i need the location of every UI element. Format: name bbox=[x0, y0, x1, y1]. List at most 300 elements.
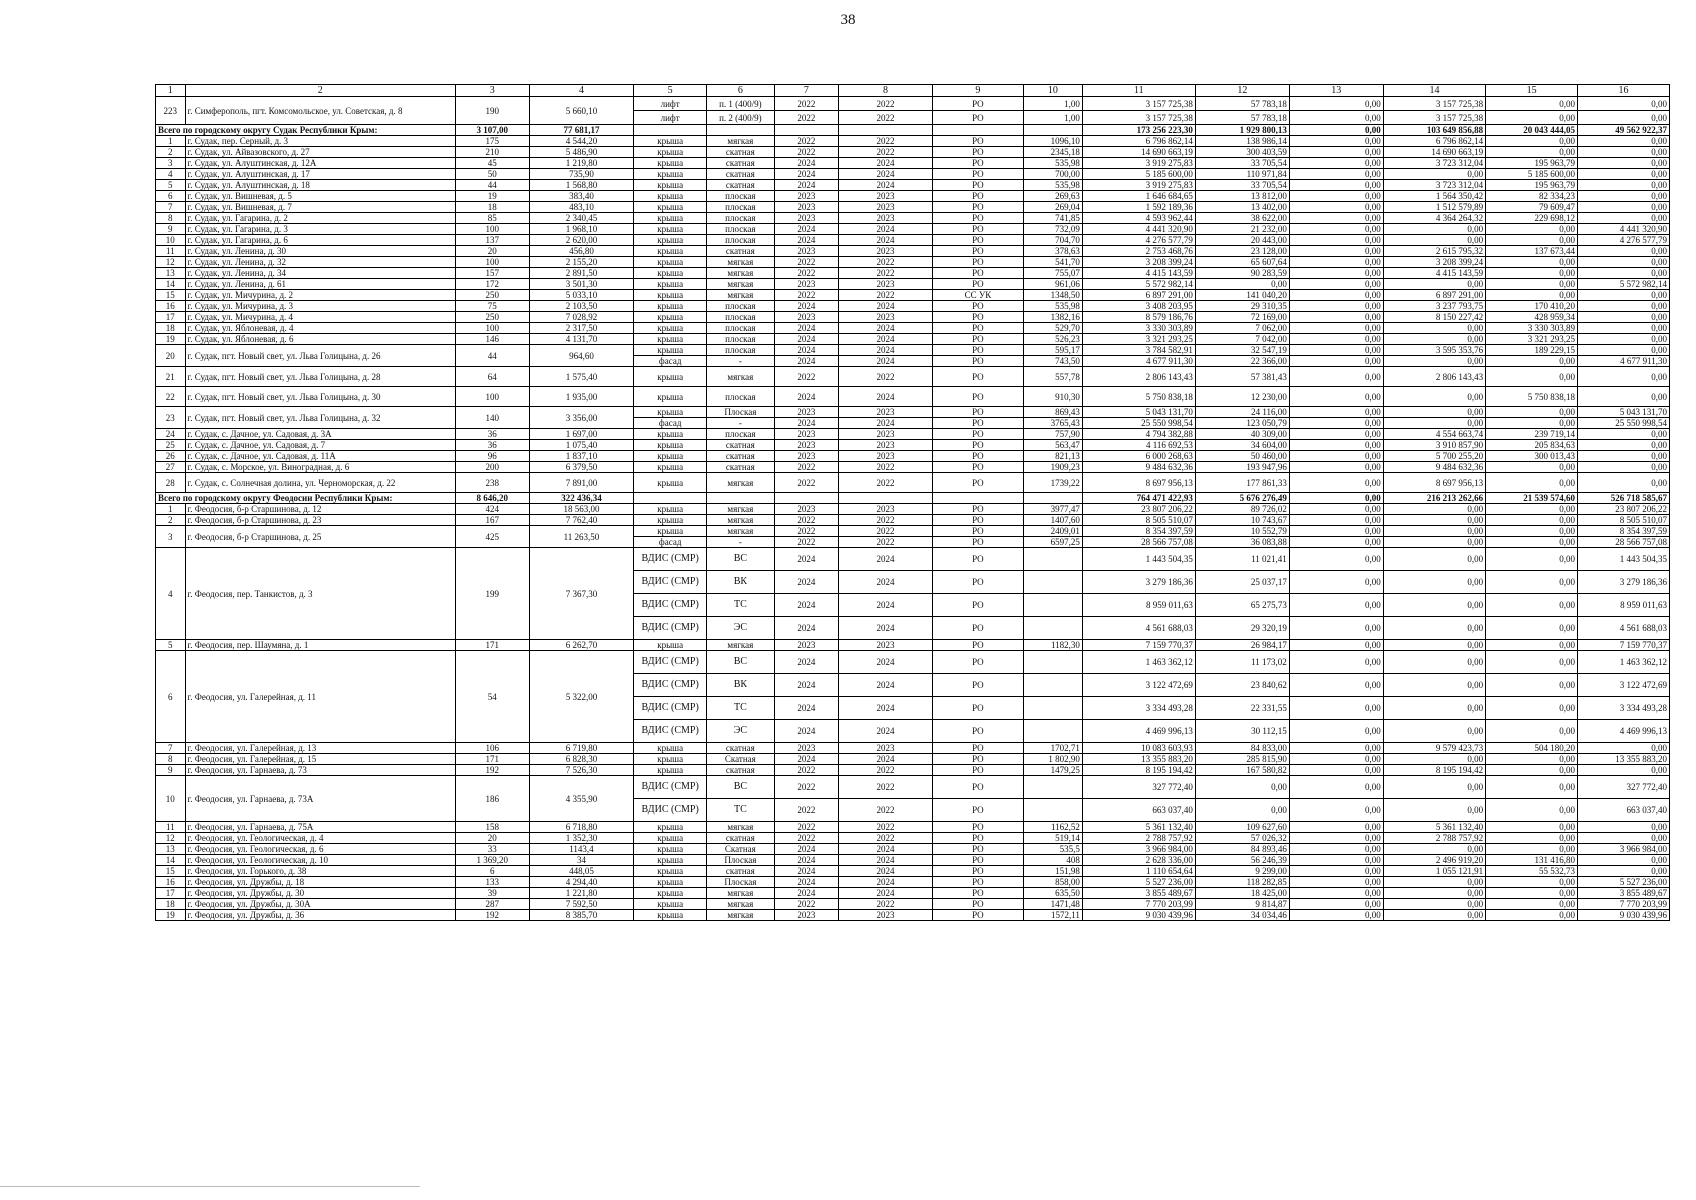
year-end: 2024 bbox=[839, 180, 933, 191]
work-type: ВДИС (СМР) bbox=[634, 548, 707, 571]
table-row bbox=[156, 473, 1670, 493]
fund-owners: 28 566 757,08 bbox=[1578, 537, 1670, 548]
work-volume: 535,98 bbox=[1023, 158, 1082, 169]
work-volume: 529,70 bbox=[1023, 323, 1082, 334]
fund-republic: 0,00 bbox=[1383, 640, 1485, 651]
year-start: 2024 bbox=[774, 301, 838, 312]
work-type: крыша bbox=[634, 290, 707, 301]
total-cost: 764 471 422,93 bbox=[1082, 493, 1195, 504]
work-subtype: ЭС bbox=[707, 720, 775, 743]
apartments-count: 424 bbox=[455, 504, 529, 515]
work-subtype: ЭС bbox=[707, 617, 775, 640]
fund-federal: 0,00 bbox=[1289, 268, 1383, 279]
apartments-count: 167 bbox=[455, 515, 529, 526]
table-row bbox=[156, 97, 1670, 111]
fund-owners: 0,00 bbox=[1578, 257, 1670, 268]
table-row bbox=[156, 323, 1670, 334]
work-volume: 535,98 bbox=[1023, 301, 1082, 312]
table-row bbox=[156, 147, 1670, 158]
row-number: 6 bbox=[156, 191, 186, 202]
cost-oversight: 57 381,43 bbox=[1195, 367, 1289, 387]
cost-oversight: 9 299,00 bbox=[1195, 866, 1289, 877]
work-type: крыша bbox=[634, 147, 707, 158]
building-area: 7 592,50 bbox=[529, 899, 634, 910]
cost-oversight: 56 246,39 bbox=[1195, 855, 1289, 866]
building-area: 6 262,70 bbox=[529, 640, 634, 651]
fund-owners: 0,00 bbox=[1578, 202, 1670, 213]
cost-oversight: 11 173,02 bbox=[1195, 651, 1289, 674]
fund-federal: 0,00 bbox=[1289, 548, 1383, 571]
work-volume: 743,50 bbox=[1023, 356, 1082, 367]
cost-oversight: 141 040,20 bbox=[1195, 290, 1289, 301]
fund-federal: 0,00 bbox=[1289, 440, 1383, 451]
fund-republic: 6 897 291,00 bbox=[1383, 290, 1485, 301]
column-number: 15 bbox=[1486, 85, 1578, 97]
work-type: ВДИС (СМР) bbox=[634, 720, 707, 743]
work-subtype: скатная bbox=[707, 158, 775, 169]
funding-method bbox=[932, 493, 1023, 504]
work-volume: 732,09 bbox=[1023, 224, 1082, 235]
row-number: 12 bbox=[156, 833, 186, 844]
fund-municipal: 0,00 bbox=[1486, 526, 1578, 537]
address: г. Судак, с. Дачное, ул. Садовая, д. 3А bbox=[185, 429, 455, 440]
column-number: 14 bbox=[1383, 85, 1485, 97]
cost-oversight: 29 310,35 bbox=[1195, 301, 1289, 312]
fund-owners: 25 550 998,54 bbox=[1578, 418, 1670, 429]
work-type bbox=[634, 493, 707, 504]
year-start: 2022 bbox=[774, 776, 838, 799]
total-cost: 9 484 632,36 bbox=[1082, 462, 1195, 473]
total-cost: 8 195 194,42 bbox=[1082, 765, 1195, 776]
row-number: 16 bbox=[156, 301, 186, 312]
work-type: крыша bbox=[634, 334, 707, 345]
work-type: крыша bbox=[634, 504, 707, 515]
work-volume: 1382,16 bbox=[1023, 312, 1082, 323]
total-cost: 3 919 275,83 bbox=[1082, 158, 1195, 169]
funding-method: РО bbox=[932, 136, 1023, 147]
funding-method: РО bbox=[932, 268, 1023, 279]
table-row bbox=[156, 833, 1670, 844]
year-start: 2023 bbox=[774, 640, 838, 651]
fund-federal: 0,00 bbox=[1289, 367, 1383, 387]
work-volume: 821,13 bbox=[1023, 451, 1082, 462]
apartments-count: 18 bbox=[455, 202, 529, 213]
fund-municipal: 0,00 bbox=[1486, 473, 1578, 493]
total-cost: 4 116 692,53 bbox=[1082, 440, 1195, 451]
year-end: 2024 bbox=[839, 224, 933, 235]
year-end: 2022 bbox=[839, 136, 933, 147]
fund-republic: 1 512 579,89 bbox=[1383, 202, 1485, 213]
fund-federal: 0,00 bbox=[1289, 312, 1383, 323]
apartments-count: 106 bbox=[455, 743, 529, 754]
cost-oversight: 34 604,00 bbox=[1195, 440, 1289, 451]
year-start: 2022 bbox=[774, 268, 838, 279]
address: г. Судак, ул. Гагарина, д. 6 bbox=[185, 235, 455, 246]
row-number: 19 bbox=[156, 334, 186, 345]
address: г. Феодосия, б-р Старшинова, д. 23 bbox=[185, 515, 455, 526]
year-start: 2023 bbox=[774, 910, 838, 921]
fund-republic: 5 361 132,40 bbox=[1383, 822, 1485, 833]
building-area: 4 355,90 bbox=[529, 776, 634, 822]
year-start: 2024 bbox=[774, 697, 838, 720]
fund-municipal: 3 321 293,25 bbox=[1486, 334, 1578, 345]
year-end: 2022 bbox=[839, 515, 933, 526]
total-cost: 5 043 131,70 bbox=[1082, 407, 1195, 418]
total-cost: 3 208 399,24 bbox=[1082, 257, 1195, 268]
table-row bbox=[156, 526, 1670, 537]
fund-owners: 0,00 bbox=[1578, 169, 1670, 180]
work-volume: 269,63 bbox=[1023, 191, 1082, 202]
apartments-count: 33 bbox=[455, 844, 529, 855]
year-start: 2024 bbox=[774, 866, 838, 877]
apartments-count: 100 bbox=[455, 257, 529, 268]
work-subtype: мягкая bbox=[707, 268, 775, 279]
work-type: крыша bbox=[634, 387, 707, 407]
work-subtype: скатная bbox=[707, 866, 775, 877]
fund-republic: 0,00 bbox=[1383, 235, 1485, 246]
row-number: 6 bbox=[156, 651, 186, 743]
fund-municipal: 0,00 bbox=[1486, 407, 1578, 418]
funding-method: РО bbox=[932, 799, 1023, 822]
fund-federal: 0,00 bbox=[1289, 855, 1383, 866]
address: г. Судак, ул. Ленина, д. 32 bbox=[185, 257, 455, 268]
total-cost: 8 354 397,59 bbox=[1082, 526, 1195, 537]
work-volume: 269,04 bbox=[1023, 202, 1082, 213]
table-row bbox=[156, 301, 1670, 312]
building-area: 735,90 bbox=[529, 169, 634, 180]
funding-method: РО bbox=[932, 899, 1023, 910]
row-number: 11 bbox=[156, 822, 186, 833]
work-subtype: скатная bbox=[707, 833, 775, 844]
cost-oversight: 7 042,00 bbox=[1195, 334, 1289, 345]
work-subtype: - bbox=[707, 537, 775, 548]
total-cost: 7 770 203,99 bbox=[1082, 899, 1195, 910]
funding-method: РО bbox=[932, 169, 1023, 180]
address: г. Феодосия, ул. Гарнаева, д. 73А bbox=[185, 776, 455, 822]
work-subtype: плоская bbox=[707, 213, 775, 224]
building-area: 1 968,10 bbox=[529, 224, 634, 235]
fund-municipal: 195 963,79 bbox=[1486, 180, 1578, 191]
work-subtype: ВС bbox=[707, 548, 775, 571]
building-area: 1 837,10 bbox=[529, 451, 634, 462]
total-cost: 4 276 577,79 bbox=[1082, 235, 1195, 246]
cost-oversight: 29 320,19 bbox=[1195, 617, 1289, 640]
year-end: 2024 bbox=[839, 387, 933, 407]
row-number: 4 bbox=[156, 548, 186, 640]
fund-republic: 3 237 793,75 bbox=[1383, 301, 1485, 312]
year-end: 2022 bbox=[839, 257, 933, 268]
year-start: 2022 bbox=[774, 290, 838, 301]
table-row bbox=[156, 387, 1670, 407]
funding-method: РО bbox=[932, 191, 1023, 202]
funding-method: РО bbox=[932, 246, 1023, 257]
cost-oversight: 65 607,64 bbox=[1195, 257, 1289, 268]
year-end: 2024 bbox=[839, 855, 933, 866]
work-type bbox=[634, 125, 707, 136]
building-area: 2 891,50 bbox=[529, 268, 634, 279]
fund-owners: 0,00 bbox=[1578, 345, 1670, 356]
fund-owners: 0,00 bbox=[1578, 290, 1670, 301]
fund-owners: 0,00 bbox=[1578, 743, 1670, 754]
year-end: 2022 bbox=[839, 526, 933, 537]
row-number: 18 bbox=[156, 323, 186, 334]
fund-federal: 0,00 bbox=[1289, 640, 1383, 651]
apartments-count: 44 bbox=[455, 345, 529, 367]
fund-federal: 0,00 bbox=[1289, 158, 1383, 169]
fund-municipal: 0,00 bbox=[1486, 765, 1578, 776]
year-end: 2024 bbox=[839, 594, 933, 617]
work-subtype: скатная bbox=[707, 743, 775, 754]
fund-republic: 3 910 857,90 bbox=[1383, 440, 1485, 451]
address: г. Судак, пгт. Новый свет, ул. Льва Голицына, д. 32 bbox=[185, 407, 455, 429]
fund-municipal: 0,00 bbox=[1486, 799, 1578, 822]
cost-oversight: 38 622,00 bbox=[1195, 213, 1289, 224]
work-type: крыша bbox=[634, 743, 707, 754]
apartments-count: 192 bbox=[455, 910, 529, 921]
work-type: крыша bbox=[634, 462, 707, 473]
fund-municipal: 0,00 bbox=[1486, 651, 1578, 674]
year-start: 2022 bbox=[774, 526, 838, 537]
year-end: 2022 bbox=[839, 765, 933, 776]
funding-method: РО bbox=[932, 147, 1023, 158]
work-volume: 519,14 bbox=[1023, 833, 1082, 844]
cost-oversight: 24 116,00 bbox=[1195, 407, 1289, 418]
year-end: 2024 bbox=[839, 866, 933, 877]
work-volume: 563,47 bbox=[1023, 440, 1082, 451]
year-end: 2024 bbox=[839, 617, 933, 640]
total-cost: 5 572 982,14 bbox=[1082, 279, 1195, 290]
funding-method: РО bbox=[932, 111, 1023, 125]
work-type: крыша bbox=[634, 268, 707, 279]
row-number: 7 bbox=[156, 202, 186, 213]
apartments-count: 6 bbox=[455, 866, 529, 877]
work-volume: 755,07 bbox=[1023, 268, 1082, 279]
table-row bbox=[156, 169, 1670, 180]
row-number: 1 bbox=[156, 136, 186, 147]
fund-municipal: 82 334,23 bbox=[1486, 191, 1578, 202]
work-subtype: плоская bbox=[707, 312, 775, 323]
work-type: крыша bbox=[634, 407, 707, 418]
funding-method: РО bbox=[932, 855, 1023, 866]
cost-oversight: 11 021,41 bbox=[1195, 548, 1289, 571]
year-end: 2022 bbox=[839, 776, 933, 799]
year-start: 2022 bbox=[774, 822, 838, 833]
building-area: 2 620,00 bbox=[529, 235, 634, 246]
row-number: 3 bbox=[156, 158, 186, 169]
fund-federal: 0,00 bbox=[1289, 451, 1383, 462]
year-start: 2023 bbox=[774, 407, 838, 418]
work-volume bbox=[1023, 651, 1082, 674]
year-start: 2022 bbox=[774, 97, 838, 111]
work-subtype: - bbox=[707, 356, 775, 367]
address: г. Феодосия, пер. Танкистов, д. 3 bbox=[185, 548, 455, 640]
work-type: крыша bbox=[634, 312, 707, 323]
year-start: 2023 bbox=[774, 279, 838, 290]
table-row bbox=[156, 367, 1670, 387]
total-cost: 663 037,40 bbox=[1082, 799, 1195, 822]
year-start: 2023 bbox=[774, 451, 838, 462]
work-subtype: плоская bbox=[707, 387, 775, 407]
fund-republic: 0,00 bbox=[1383, 387, 1485, 407]
year-end: 2023 bbox=[839, 246, 933, 257]
work-volume bbox=[1023, 594, 1082, 617]
scan-artifact-line bbox=[0, 1186, 420, 1187]
fund-municipal: 195 963,79 bbox=[1486, 158, 1578, 169]
work-volume: 1909,23 bbox=[1023, 462, 1082, 473]
row-number: 15 bbox=[156, 866, 186, 877]
funding-method: РО bbox=[932, 571, 1023, 594]
cost-oversight: 123 050,79 bbox=[1195, 418, 1289, 429]
work-subtype: плоская bbox=[707, 323, 775, 334]
cost-oversight: 33 705,54 bbox=[1195, 158, 1289, 169]
fund-republic: 0,00 bbox=[1383, 504, 1485, 515]
fund-republic: 9 484 632,36 bbox=[1383, 462, 1485, 473]
fund-republic: 0,00 bbox=[1383, 571, 1485, 594]
total-cost: 8 579 186,76 bbox=[1082, 312, 1195, 323]
year-start bbox=[774, 493, 838, 504]
total-cost: 5 361 132,40 bbox=[1082, 822, 1195, 833]
building-area: 6 719,80 bbox=[529, 743, 634, 754]
total-cost: 5 185 600,00 bbox=[1082, 169, 1195, 180]
table-row bbox=[156, 158, 1670, 169]
year-start: 2023 bbox=[774, 213, 838, 224]
fund-municipal: 0,00 bbox=[1486, 888, 1578, 899]
fund-municipal: 0,00 bbox=[1486, 418, 1578, 429]
column-number: 2 bbox=[185, 85, 455, 97]
row-number: 11 bbox=[156, 246, 186, 257]
year-end: 2024 bbox=[839, 356, 933, 367]
fund-federal: 0,00 bbox=[1289, 213, 1383, 224]
year-end: 2024 bbox=[839, 301, 933, 312]
funding-method: РО bbox=[932, 387, 1023, 407]
funding-method: РО bbox=[932, 345, 1023, 356]
row-number: 10 bbox=[156, 776, 186, 822]
fund-municipal: 20 043 444,05 bbox=[1486, 125, 1578, 136]
work-volume bbox=[1023, 776, 1082, 799]
table-row bbox=[156, 451, 1670, 462]
address: г. Судак, ул. Яблоневая, д. 6 bbox=[185, 334, 455, 345]
fund-republic: 0,00 bbox=[1383, 877, 1485, 888]
funding-method: РО bbox=[932, 844, 1023, 855]
address: г. Феодосия, ул. Галерейная, д. 11 bbox=[185, 651, 455, 743]
address: г. Феодосия, пер. Шаумяна, д. 1 bbox=[185, 640, 455, 651]
fund-republic: 3 157 725,38 bbox=[1383, 97, 1485, 111]
fund-republic: 4 364 264,32 bbox=[1383, 213, 1485, 224]
cost-oversight: 40 309,00 bbox=[1195, 429, 1289, 440]
work-type: крыша bbox=[634, 191, 707, 202]
year-start: 2022 bbox=[774, 799, 838, 822]
work-subtype: мягкая bbox=[707, 515, 775, 526]
fund-federal: 0,00 bbox=[1289, 290, 1383, 301]
work-volume: 557,78 bbox=[1023, 367, 1082, 387]
work-volume: 961,06 bbox=[1023, 279, 1082, 290]
fund-republic: 0,00 bbox=[1383, 888, 1485, 899]
row-number: 25 bbox=[156, 440, 186, 451]
cost-oversight: 23 128,00 bbox=[1195, 246, 1289, 257]
fund-owners: 0,00 bbox=[1578, 312, 1670, 323]
building-area: 2 103,50 bbox=[529, 301, 634, 312]
building-area: 3 356,00 bbox=[529, 407, 634, 429]
work-volume: 378,63 bbox=[1023, 246, 1082, 257]
work-volume bbox=[1023, 697, 1082, 720]
work-volume: 1479,25 bbox=[1023, 765, 1082, 776]
building-area: 2 317,50 bbox=[529, 323, 634, 334]
total-cost: 8 697 956,13 bbox=[1082, 473, 1195, 493]
total-cost: 3 966 984,00 bbox=[1082, 844, 1195, 855]
apartments-count: 192 bbox=[455, 765, 529, 776]
fund-owners: 49 562 922,37 bbox=[1578, 125, 1670, 136]
funding-method: РО bbox=[932, 822, 1023, 833]
address: г. Феодосия, ул. Геологическая, д. 6 bbox=[185, 844, 455, 855]
row-number: 3 bbox=[156, 526, 186, 548]
address: г. Феодосия, ул. Дружбы, д. 30А bbox=[185, 899, 455, 910]
cost-oversight: 23 840,62 bbox=[1195, 674, 1289, 697]
fund-municipal: 189 229,15 bbox=[1486, 345, 1578, 356]
fund-owners: 3 122 472,69 bbox=[1578, 674, 1670, 697]
year-start: 2024 bbox=[774, 548, 838, 571]
address: г. Судак, ул. Алуштинская, д. 17 bbox=[185, 169, 455, 180]
work-type: крыша bbox=[634, 877, 707, 888]
work-subtype: - bbox=[707, 418, 775, 429]
funding-method: РО bbox=[932, 910, 1023, 921]
total-area: 322 436,34 bbox=[529, 493, 634, 504]
table-row bbox=[156, 312, 1670, 323]
total-cost: 5 527 236,00 bbox=[1082, 877, 1195, 888]
year-end: 2022 bbox=[839, 290, 933, 301]
total-cost: 1 646 684,65 bbox=[1082, 191, 1195, 202]
funding-method: РО bbox=[932, 640, 1023, 651]
fund-owners: 4 677 911,30 bbox=[1578, 356, 1670, 367]
work-volume: 1739,22 bbox=[1023, 473, 1082, 493]
funding-method: РО bbox=[932, 301, 1023, 312]
apartments-count: 158 bbox=[455, 822, 529, 833]
fund-republic: 14 690 663,19 bbox=[1383, 147, 1485, 158]
year-end: 2023 bbox=[839, 910, 933, 921]
funding-method: РО bbox=[932, 312, 1023, 323]
year-start: 2022 bbox=[774, 147, 838, 158]
apartments-count: 133 bbox=[455, 877, 529, 888]
work-volume: 595,17 bbox=[1023, 345, 1082, 356]
apartments-count: 20 bbox=[455, 246, 529, 257]
fund-republic: 4 415 143,59 bbox=[1383, 268, 1485, 279]
address: г. Судак, пгт. Новый свет, ул. Льва Голицына, д. 30 bbox=[185, 387, 455, 407]
funding-method: РО bbox=[932, 418, 1023, 429]
fund-owners: 0,00 bbox=[1578, 158, 1670, 169]
work-volume: 1471,48 bbox=[1023, 899, 1082, 910]
fund-federal: 0,00 bbox=[1289, 571, 1383, 594]
fund-federal: 0,00 bbox=[1289, 97, 1383, 111]
fund-municipal: 0,00 bbox=[1486, 617, 1578, 640]
work-subtype: скатная bbox=[707, 147, 775, 158]
total-cost: 14 690 663,19 bbox=[1082, 147, 1195, 158]
cost-oversight: 13 812,00 bbox=[1195, 191, 1289, 202]
fund-municipal: 0,00 bbox=[1486, 674, 1578, 697]
fund-municipal: 0,00 bbox=[1486, 356, 1578, 367]
fund-federal: 0,00 bbox=[1289, 799, 1383, 822]
building-area: 1 221,80 bbox=[529, 888, 634, 899]
address: г. Феодосия, ул. Горького, д. 38 bbox=[185, 866, 455, 877]
year-start: 2022 bbox=[774, 765, 838, 776]
cost-oversight: 25 037,17 bbox=[1195, 571, 1289, 594]
work-subtype: ВС bbox=[707, 651, 775, 674]
year-start: 2024 bbox=[774, 888, 838, 899]
work-subtype: скатная bbox=[707, 169, 775, 180]
funding-method: РО bbox=[932, 224, 1023, 235]
work-volume: 535,98 bbox=[1023, 180, 1082, 191]
fund-federal: 0,00 bbox=[1289, 866, 1383, 877]
fund-owners: 0,00 bbox=[1578, 147, 1670, 158]
work-volume: 635,50 bbox=[1023, 888, 1082, 899]
